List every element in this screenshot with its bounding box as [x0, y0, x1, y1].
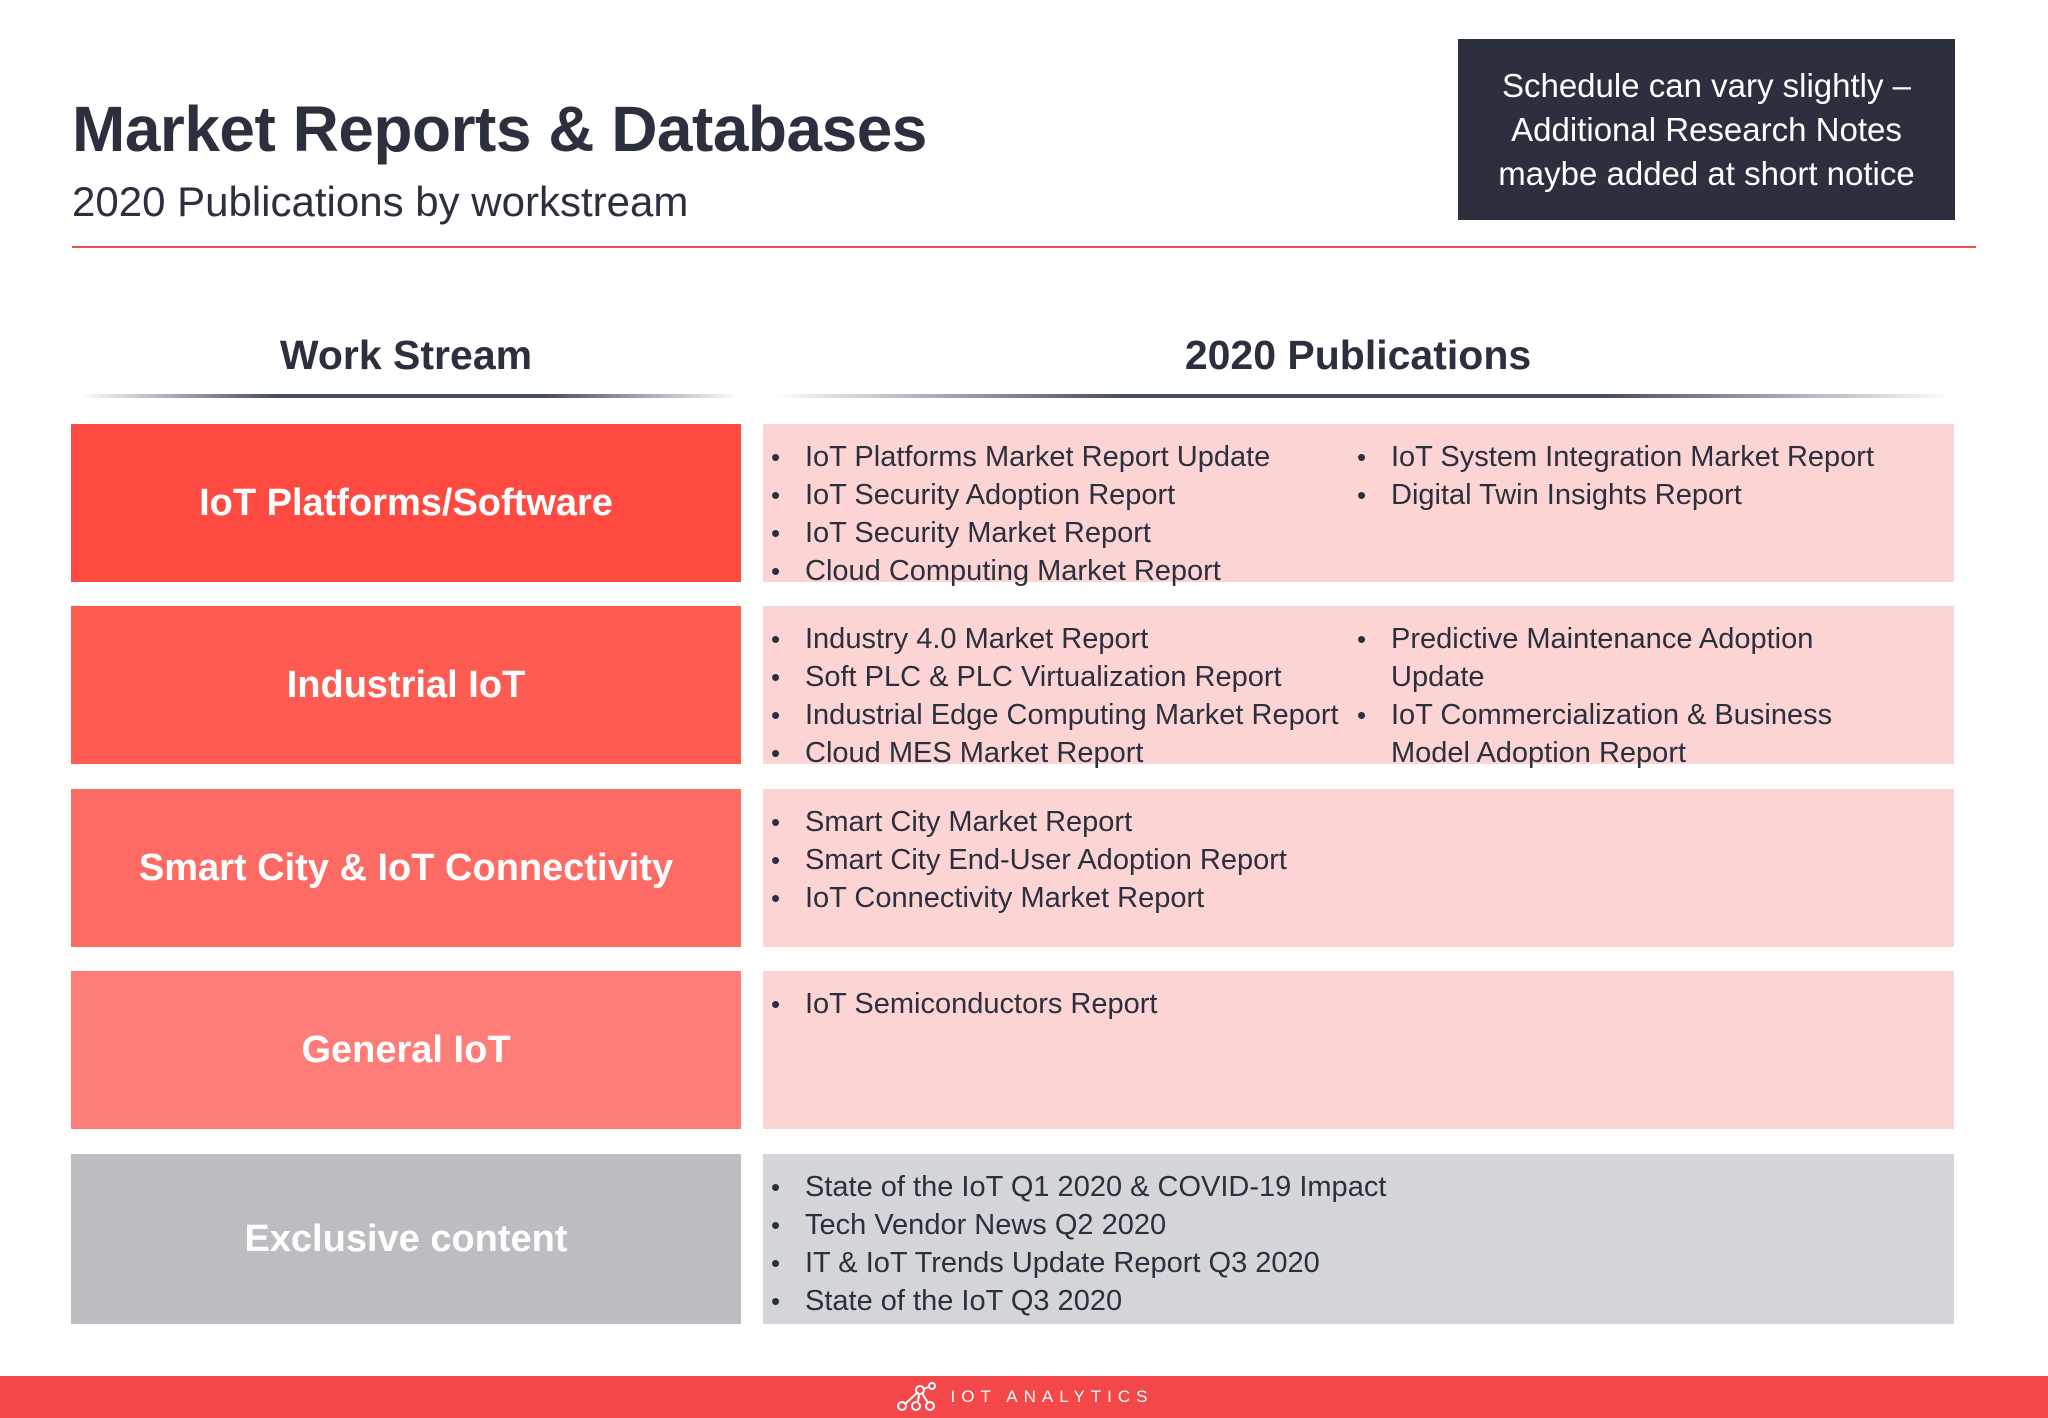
company-logo: [894, 1380, 1153, 1414]
publication-item: • Smart City Market Report: [763, 803, 1287, 841]
publication-item: • Smart City End-User Adoption Report: [763, 841, 1287, 879]
publication-item: • IT & IoT Trends Update Report Q3 2020: [763, 1244, 1386, 1282]
publication-list: [763, 1168, 1386, 1320]
logo-text: IOT ANALYTICS: [950, 1387, 1154, 1406]
column-header-underline: [80, 394, 740, 398]
table-row: [71, 789, 1954, 947]
work-stream-cell: Smart City & IoT Connectivity: [71, 789, 741, 947]
schedule-note: Schedule can vary slightly – Additional Research Notes maybe added at short notice: [1458, 39, 1955, 220]
table-row: [71, 971, 1954, 1129]
publication-item: • IoT System Integration Market Report: [1349, 438, 1909, 476]
table-row: [71, 424, 1954, 587]
publications-cell: [763, 789, 1954, 947]
title-divider: [72, 246, 1976, 248]
publication-item: • Soft PLC & PLC Virtualization Report: [763, 658, 1339, 696]
page-title: Market Reports & Databases: [72, 93, 927, 165]
publications-cell: [763, 971, 1954, 1129]
publication-item: • Tech Vendor News Q2 2020: [763, 1206, 1386, 1244]
publication-list: [763, 803, 1287, 917]
network-nodes-icon: [894, 1380, 940, 1414]
publication-item: • Industry 4.0 Market Report: [763, 620, 1339, 658]
publication-item: • Industrial Edge Computing Market Report: [763, 696, 1339, 734]
table-row: [71, 1154, 1954, 1324]
column-header-underline: [772, 394, 1952, 398]
publication-item: • State of the IoT Q1 2020 & COVID-19 Impact: [763, 1168, 1386, 1206]
publications-cell: [763, 1154, 1954, 1324]
publication-item: • Cloud MES Market Report: [763, 734, 1339, 772]
publication-item: • IoT Commercialization & Business Model Adoption Report: [1349, 696, 1909, 772]
publication-list: [763, 438, 1270, 590]
work-stream-cell: General IoT: [71, 971, 741, 1129]
publication-list: [1349, 438, 1909, 514]
publications-cell: [763, 606, 1954, 769]
work-stream-cell: IoT Platforms/Software: [71, 424, 741, 582]
publication-item: • IoT Connectivity Market Report: [763, 879, 1287, 917]
publication-item: • IoT Security Market Report: [763, 514, 1270, 552]
publication-list: [763, 985, 1157, 1023]
publication-list: [763, 620, 1339, 772]
publication-item: • IoT Security Adoption Report: [763, 476, 1270, 514]
page-subtitle: 2020 Publications by workstream: [72, 178, 689, 225]
publication-item: • Predictive Maintenance Adoption Update: [1349, 620, 1909, 696]
work-stream-cell: Industrial IoT: [71, 606, 741, 764]
publication-item: • Digital Twin Insights Report: [1349, 476, 1909, 514]
publication-item: • State of the IoT Q3 2020: [763, 1282, 1386, 1320]
publication-item: • Cloud Computing Market Report: [763, 552, 1270, 590]
column-header-publications: 2020 Publications: [1184, 332, 1532, 378]
work-stream-cell: Exclusive content: [71, 1154, 741, 1324]
publication-item: • IoT Semiconductors Report: [763, 985, 1157, 1023]
column-header-work-stream: Work Stream: [279, 332, 533, 378]
footer-bar: [0, 1376, 2048, 1418]
publication-item: • IoT Platforms Market Report Update: [763, 438, 1270, 476]
publications-cell: [763, 424, 1954, 587]
table-row: [71, 606, 1954, 769]
publication-list: [1349, 620, 1909, 772]
